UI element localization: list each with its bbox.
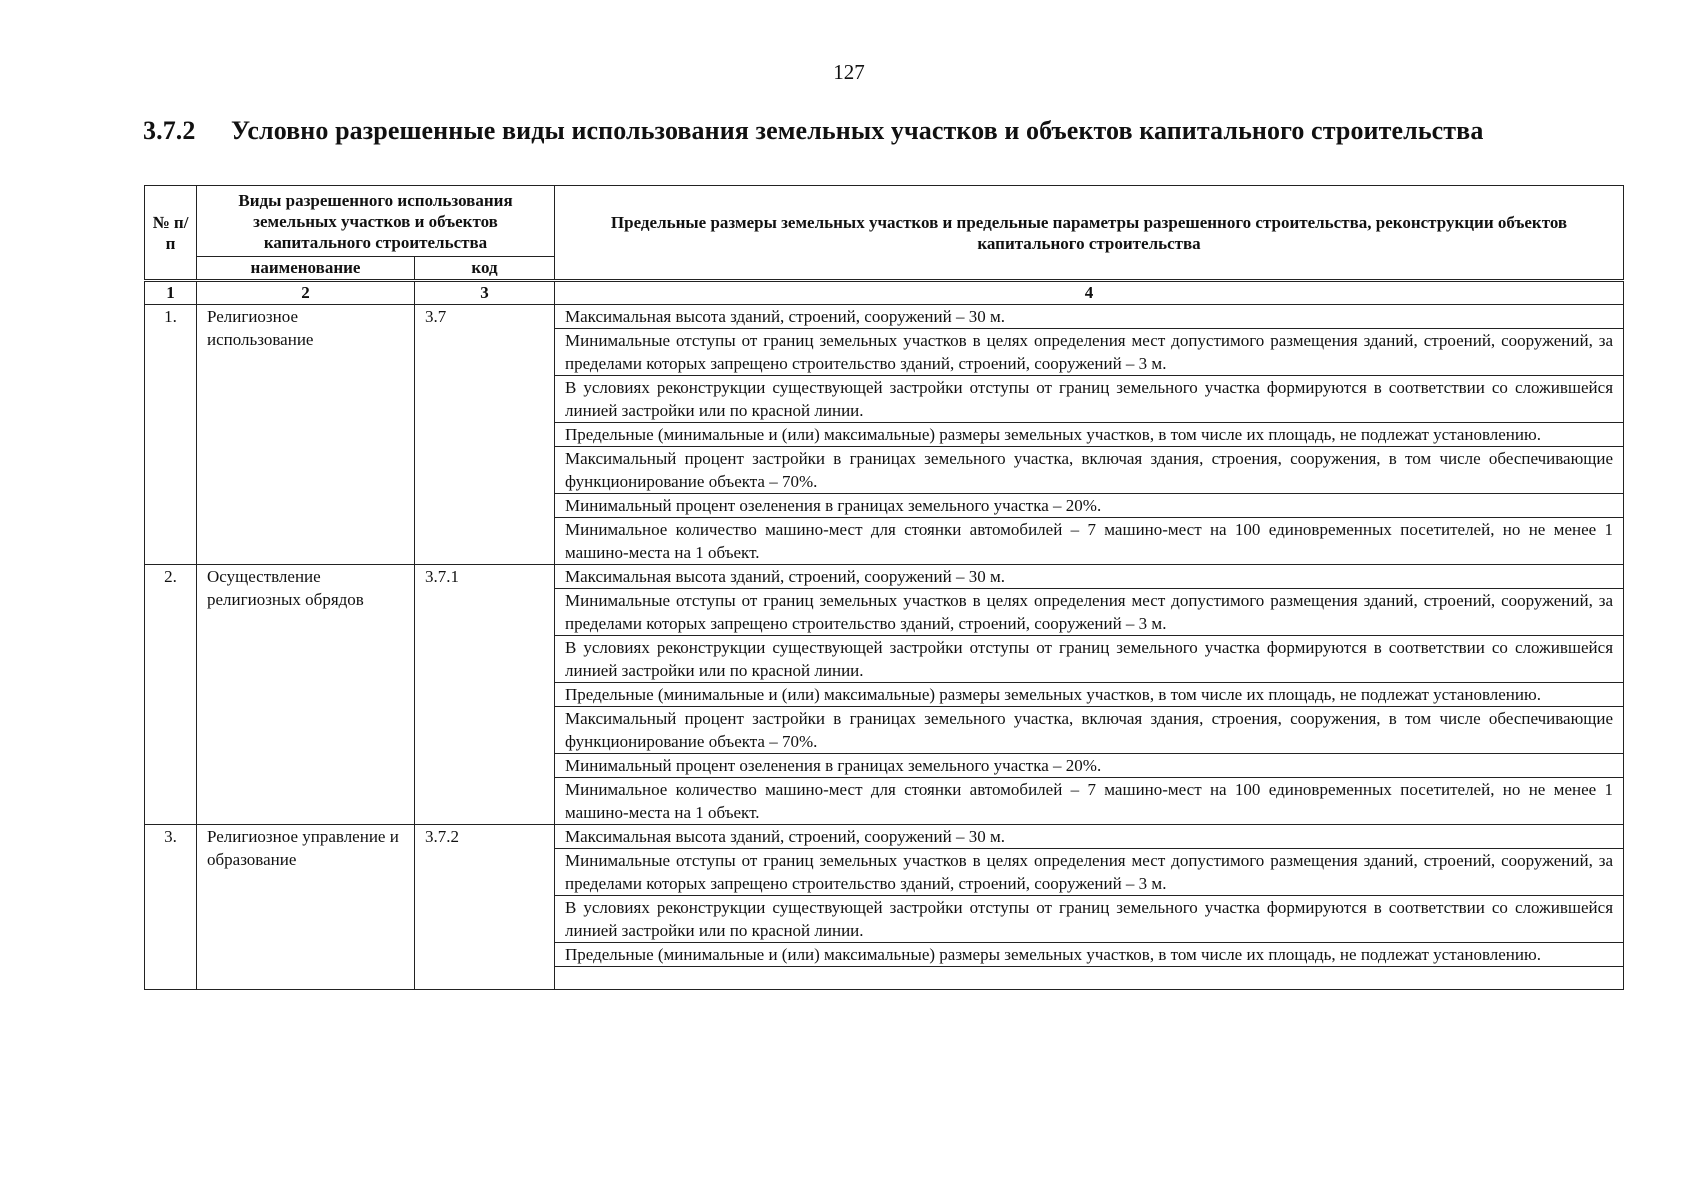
section-number: 3.7.2 (143, 116, 196, 145)
table-row (145, 565, 1624, 589)
header-code: код (415, 257, 555, 281)
parameter-cell: Предельные (минимальные и (или) максимальные) размеры земельных участков, в том числе их площадь, не подлежат установлению. (555, 683, 1624, 707)
parameter-cell: Максимальная высота зданий, строений, сооружений – 30 м. (555, 305, 1624, 329)
parameter-cell: Минимальные отступы от границ земельных участков в целях определения мест допустимого размещения зданий, строений, сооружений, за пределами которых запрещено строительство зданий, строений, сооружений – 3 м. (555, 589, 1624, 636)
parameter-cell: Максимальный процент застройки в границах земельного участка, включая здания, строения, сооружения, в том числе обеспечивающие функционирование объекта – 70%. (555, 707, 1624, 754)
table-row (145, 305, 1624, 329)
parameter-cell: Минимальное количество машино-мест для стоянки автомобилей – 7 машино-мест на 100 единовременных посетителей, но не менее 1 машино-места на 1 объект. (555, 778, 1624, 825)
header-kinds: Виды разрешенного использования земельных участков и объектов капитального строительства (197, 186, 555, 257)
use-kind-code: 3.7 (415, 305, 555, 565)
parameter-cell: В условиях реконструкции существующей застройки отступы от границ земельного участка формируются в соответствии со сложившейся линией застройки или по красной линии. (555, 636, 1624, 683)
column-number: 1 (145, 281, 197, 305)
section-title: Условно разрешенные виды использования земельных участков и объектов капитального строительства (231, 116, 1484, 145)
column-numbers-row (145, 281, 1624, 305)
parameter-cell: Минимальный процент озеленения в границах земельного участка – 20%. (555, 754, 1624, 778)
use-kind-name: Религиозное использование (197, 305, 415, 565)
parameter-cell: Минимальные отступы от границ земельных участков в целях определения мест допустимого размещения зданий, строений, сооружений, за пределами которых запрещено строительство зданий, строений, сооружений – 3 м. (555, 329, 1624, 376)
parameter-cell: Минимальный процент озеленения в границах земельного участка – 20%. (555, 494, 1624, 518)
parameter-cell: Максимальная высота зданий, строений, сооружений – 30 м. (555, 825, 1624, 849)
use-kind-code: 3.7.2 (415, 825, 555, 990)
row-number: 1. (145, 305, 197, 565)
parameter-cell: Максимальный процент застройки в границах земельного участка, включая здания, строения, сооружения, в том числе обеспечивающие функционирование объекта – 70%. (555, 447, 1624, 494)
table-body (145, 281, 1624, 990)
section-heading (143, 116, 1483, 146)
parameter-cell: Максимальная высота зданий, строений, сооружений – 30 м. (555, 565, 1624, 589)
parameter-cell: Предельные (минимальные и (или) максимальные) размеры земельных участков, в том числе их площадь, не подлежат установлению. (555, 943, 1624, 967)
header-name: наименование (197, 257, 415, 281)
table-row (145, 825, 1624, 849)
use-kind-code: 3.7.1 (415, 565, 555, 825)
parameter-cell: Предельные (минимальные и (или) максимальные) размеры земельных участков, в том числе их площадь, не подлежат установлению. (555, 423, 1624, 447)
column-number: 2 (197, 281, 415, 305)
parameter-cell: Минимальное количество машино-мест для стоянки автомобилей – 7 машино-мест на 100 единовременных посетителей, но не менее 1 машино-места на 1 объект. (555, 518, 1624, 565)
column-number: 3 (415, 281, 555, 305)
header-params: Предельные размеры земельных участков и предельные параметры разрешенного строительства, реконструкции объектов капитального строительства (555, 186, 1624, 281)
land-use-table (144, 185, 1624, 990)
empty-cell (555, 967, 1624, 990)
row-number: 2. (145, 565, 197, 825)
header-num: № п/п (145, 186, 197, 281)
use-kind-name: Религиозное управление и образование (197, 825, 415, 990)
page-number: 127 (833, 60, 865, 84)
column-number: 4 (555, 281, 1624, 305)
parameter-cell: В условиях реконструкции существующей застройки отступы от границ земельного участка формируются в соответствии со сложившейся линией застройки или по красной линии. (555, 376, 1624, 423)
parameter-cell: Минимальные отступы от границ земельных участков в целях определения мест допустимого размещения зданий, строений, сооружений, за пределами которых запрещено строительство зданий, строений, сооружений – 3 м. (555, 849, 1624, 896)
parameter-cell: В условиях реконструкции существующей застройки отступы от границ земельного участка формируются в соответствии со сложившейся линией застройки или по красной линии. (555, 896, 1624, 943)
row-number: 3. (145, 825, 197, 990)
use-kind-name: Осуществление религиозных обрядов (197, 565, 415, 825)
